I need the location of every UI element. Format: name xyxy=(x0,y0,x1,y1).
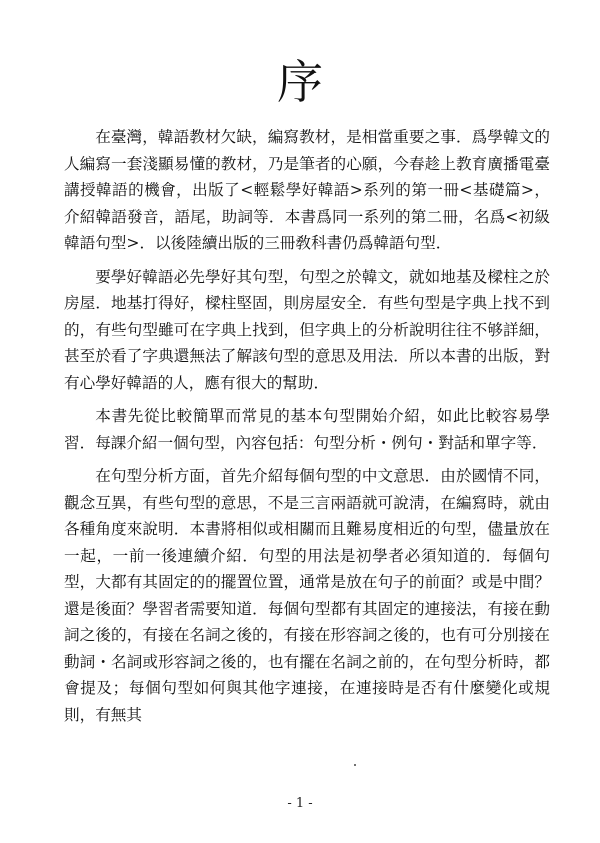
page-number: - 1 - xyxy=(287,796,313,811)
paragraph-3: 本書先從比較簡單而常見的基本句型開始介紹，如此比較容易學習．每課介紹一個句型，內容包括：句型分析・例句・對話和單字等． xyxy=(64,407,550,452)
paragraph-4: 在句型分析方面，首先介紹每個句型的中文意思．由於國情不同，觀念互異，有些句型的意思，不是三言兩語就可說淸，在編寫時，就由各種角度來說明．本書將相似或相關而且難易度相近的句型，儘量放在一起，一前一後連續介紹．句型的用法是初學者必須知道的．每個句型，大都有其固定的的擺置位置，通常是放在句子的前面？或是中間？還是後面？學習者需要知道．每個句型都有其固定的連接法，有接在動詞之後的，有接在名詞之後的，有接在形容詞之後的，也有可分別接在動詞・名詞或形容詞之後的，也有擺在名詞之前的，在句型分析時，都會提及；每個句型如何與其他字連接，在連接時是否有什麼變化或規則，有無其 xyxy=(64,467,550,724)
page-title: 序 xyxy=(277,55,323,109)
document-body xyxy=(64,124,550,735)
scan-speck xyxy=(354,764,356,766)
paragraph-1: 在臺灣，韓語教材欠缺，編寫教材，是相當重要之事．爲學韓文的人編寫一套淺顯易懂的教材，乃是筆者的心願，今春趁上教育廣播電臺講授韓語的機會，出版了<輕鬆學好韓語>系列的第一冊<基礎篇>，介紹韓語發音，語尾，助詞等．本書爲同一系列的第二冊，名爲<初級韓語句型>．以後陸續出版的三冊敎科書仍爲韓語句型． xyxy=(64,128,550,252)
paragraph-2: 要學好韓語必先學好其句型，句型之於韓文，就如地基及樑柱之於房屋．地基打得好，樑柱堅固，則房屋安全．有些句型是字典上找不到的，有些句型雖可在字典上找到，但字典上的分析說明往往不够詳細，甚至於看了字典還無法了解該句型的意思及用法．所以本書的出版，對有心學好韓語的人，應有很大的幫助． xyxy=(64,267,550,392)
